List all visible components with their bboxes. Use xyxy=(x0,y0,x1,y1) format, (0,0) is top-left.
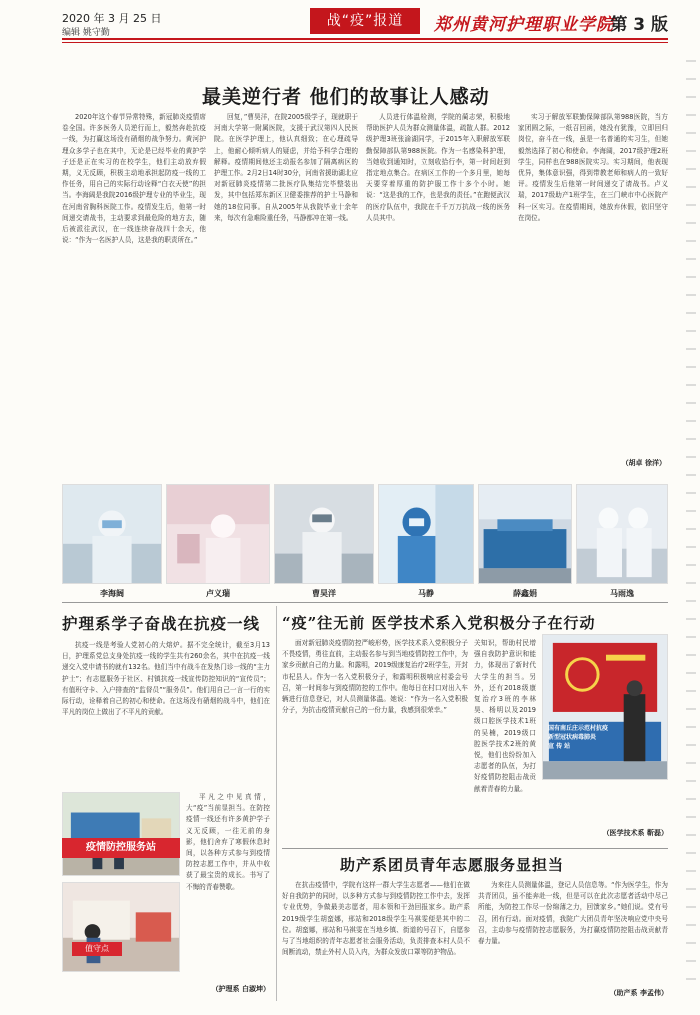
photo-caption: 李海阔 xyxy=(100,589,124,598)
photo-ma-jing xyxy=(378,484,474,584)
article-body-continued: 平凡之中见真情，大“疫”当前显担当。在防控疫情一线还有许多黄护学子义无反顾，一往无前的身影，他们舍弃了寒假休息时间，以各种方式参与到疫情防控志愿工作中，并从中收获了最宝贵的成长。书写了不悔的青春赞歌。 xyxy=(186,793,270,891)
page-margin-marks xyxy=(686,60,696,985)
section-divider xyxy=(62,602,668,603)
photo-duty-point xyxy=(62,882,180,972)
school-logo: 郑州黄河护理职业学院 xyxy=(434,15,614,35)
section-banner: 战“疫”报道 xyxy=(310,8,420,34)
article-title: 护理系学子奋战在抗疫一线 xyxy=(62,614,261,633)
station-sign-line: 新型冠状病毒肺炎 xyxy=(548,734,597,741)
article-best-retrograders xyxy=(62,78,668,478)
article-midwifery-volunteers xyxy=(282,852,668,1002)
issue-date: 2020 年 3 月 25 日 xyxy=(62,12,162,25)
section-divider xyxy=(282,848,668,849)
station-sign-text xyxy=(548,724,630,751)
masthead-rule-thin xyxy=(62,42,668,43)
article-byline: （护理系 白淑坤） xyxy=(211,985,270,993)
article-byline: （医学技术系 靳磊） xyxy=(602,829,668,837)
article-body: 在抗击疫情中，学院有这样一群大学生志愿者——他们在做好自我防护的同时，以多种方式参与到疫情防控工作中去，发挥专业优势，争做最美志愿者，用本领和干劲回报家乡。助产系2019级学生胡蛮娜，邢站和2018级学生马祺雯便是其中的二位。胡蛮娜，邢站和马祺雯在当地乡镇、街道的号召下，自愿参与了当地组织的青年志愿者社会服务活动，负责排查本村人员不间断流动，禁止外村人员入内，为群众发放口罩等防护物品。 xyxy=(282,881,470,957)
article-column: 2020年这个春节异常特殊，新冠肺炎疫情席卷全国。许多医务人员逆行而上，毅然奔赴抗疫一线，为打赢这场没有硝烟的战争努力。黄河护理众多学子也在其中，无论是已经毕业的黄护学子还是正在实习的在校学生，他们主动放弃假期，义无反顾，积极主动地承担起防疫一线的工作任务，用自己的实际行动诠释“白衣天使”的担当。李海阔是我院2016级护理专业的毕业生，现在河南省胸科医院工作。疫情发生后，他第一时间递交请战书，主动要求到最危险的地方去，随后被派往武汉，在一线连续奋战四十余天，他说：“作为一名医护人员，这是我的职责所在。” xyxy=(62,113,206,245)
photo-volunteer-station xyxy=(62,792,180,876)
station-sign-line: 国有南丘庄示范村抗疫 xyxy=(548,725,609,732)
masthead-rule xyxy=(62,38,668,40)
photo-caption: 曹昊洋 xyxy=(312,589,336,598)
photo-xue-xinjuan xyxy=(478,484,572,584)
photo-caption: 马静 xyxy=(418,589,434,598)
article-column: 实习于解放军联勤保障部队第988医院，当方家团圆之际，一纸召回函，她没有犹豫，立即回归岗位，奋斗在一线，虽是一名普通的实习生，但她毅然选择了初心和使命。李海阔，2017级护理2班学生，同样也在988医院实习。实习期间，他表现优异，集体意识强，得到带教老师和病人的一致好评。疫情发生后他第一时间递交了请战书。卢义瑞，2017级助产1班学生，在三门峡市中心医院产科一区实习。在疫情期间，她放弃休假，依旧坚守在岗位。 xyxy=(518,113,668,222)
photo-village-station xyxy=(542,634,668,780)
article-nursing-students xyxy=(62,606,270,1001)
photo-ma-yuyi xyxy=(576,484,668,584)
article-column: 回复，”曹昊洋，在院2005级学子，现就职于河南大学第一附属医院，支援于武汉第四人民医院。在医学护理上，他认真细致；在心理疏导上，他耐心倾听病人的疑虑，并给予科学合理的解释。疫情期间他还主动报名参加了隔离病区的护理工作。2月2日14时30分，河南省援助湖北应对新冠肺炎疫情第二批医疗队集结完毕整装出发，其中包括郑东新区卫健委推荐的护士马静和她的18位同事。自从2005年从我院毕业十余年来，每次有急难险重任务，马静都冲在第一线。 xyxy=(214,113,358,222)
column-divider xyxy=(276,606,277,1001)
editor-credit: 编辑 姚守勤 xyxy=(62,28,110,38)
photo-caption: 马雨逸 xyxy=(610,589,634,598)
photo-cao-haoyang xyxy=(274,484,374,584)
poster-banner: 疫情防控服务站 xyxy=(62,838,180,858)
article-body-continued: 为来往人员测量体温，登记人员信息等。“作为医学生，作为共青团员，虽不能奔赴一线，但是可以在此次志愿者活动中尽己所能，为防控工作尽一份绵薄之力，回馈家乡。”她们说。党有号召，团有行动。面对疫情，我院广大团员青年坚决响应党中央号召，主动参与疫情防控志愿服务，为打赢疫情防控阻击战贡献青春力量。 xyxy=(478,881,668,946)
article-column: 人员进行体温检测，学院的蔺志荣，积极地帮助医护人员为群众测量体温，疏散人群。2012级护理3班张渝湖同学，于2015年入职解放军联勤保障部队第988医院。作为一名感染科护理，当她收到通知时，立刻收拾行李，第一时间赶到指定地点集合。在病区工作的一个多月里，她每天要穿着厚重的防护服工作十多个小时。她说：“这是我的工作，也是我的责任。”在跑便武汉的医疗队伍中，我院在千千万万抗战一线的医务人员其中。 xyxy=(366,113,510,222)
article-title: 最美逆行者 他们的故事让人感动 xyxy=(202,86,490,108)
duty-point-sign: 值守点 xyxy=(72,942,122,956)
article-medical-tech xyxy=(282,606,668,846)
photo-caption: 薛鑫娟 xyxy=(513,589,537,598)
article-title: “疫”往无前 医学技术系入党积极分子在行动 xyxy=(282,614,596,632)
page-number: 第 3 版 xyxy=(610,15,668,35)
article-byline: （助产系 李孟伟） xyxy=(609,989,668,997)
article-body: 面对新冠肺炎疫情防控严峻形势，医学技术系入党积极分子不畏疫情，勇往直前，主动报名参与到当地疫情防控工作中，为家乡贡献自己的力量。和露明，2019级康复治疗2班学生，开封市杞县人。作为一名入党积极分子，和露明积极响应村委会号召，第一时间参与到疫情防控的工作中。他每日在村口对出入车辆进行信息登记，对人员测量体温。她说：“作为一名入党积极分子，为抗击疫情贡献自己的一份力量，我感到很荣幸。” xyxy=(282,639,468,715)
masthead xyxy=(62,8,668,70)
photo-lu-yirui xyxy=(166,484,270,584)
photo-li-haikuo xyxy=(62,484,162,584)
article-body: 抗疫一线是考验人党初心的大熔炉。据不完全统计，截至3月13日，护理系党总支身处抗疫一线的学生共有260余名，其中在抗疫一线递交入党申请书的就有132名。他们当中有战斗在发热门诊一线的“主力护士”；有志愿服务于社区、村镇抗疫一线宣传防控知识的“宣传员”；有值班守卡、入户排查的“监督员”“服务员”。他们用自己一言一行的实际行动，诠释着自己的初心和使命。在这场没有硝烟的战斗中，他们在平凡的岗位上做出了不平凡的贡献。 xyxy=(62,641,270,717)
station-sign-line: 宣 传 站 xyxy=(548,743,571,750)
article-title: 助产系团员青年志愿服务显担当 xyxy=(340,856,565,874)
photo-caption: 卢义瑞 xyxy=(206,589,230,598)
article-body-continued: 关知识，帮助村民增强自我防护意识和能力，体现出了新时代大学生的担当。另外，还有2018级康复治疗3班的李林昊、杨明以及2019级口腔医学技术1班的吴楠，2019级口腔医学技术2班的黄悦，他们也纷纷加入志愿者的队伍，为打好疫情防控阻击战贡献着青春的力量。 xyxy=(474,639,536,793)
article-byline: （胡卓 徐洋） xyxy=(621,459,666,467)
